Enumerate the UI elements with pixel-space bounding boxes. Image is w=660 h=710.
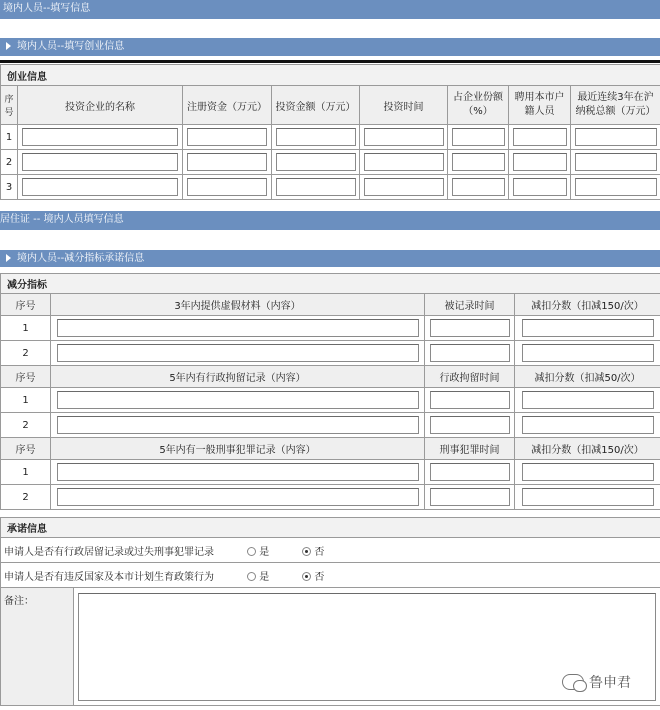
table-row [1,341,660,366]
amount-input[interactable] [276,153,356,171]
hire-input[interactable] [513,153,567,171]
row-number: 1 [1,388,51,413]
watermark [562,672,631,692]
option-no-label: 否 [314,546,325,558]
business-section-title: 创业信息 [1,65,660,86]
amount-input[interactable] [276,128,356,146]
top-bar-title: 境内人员--填写信息 [3,3,91,14]
col-header-capital: 注册资金（万元） [183,86,272,125]
section-bar-business-title: 境内人员--填写创业信息 [17,41,125,52]
option-no-label: 否 [314,571,325,583]
deduction-table [0,273,660,510]
score-input[interactable] [522,391,654,409]
col-header-content: 3年内提供虚假材料（内容） [51,294,425,316]
radio-icon[interactable] [247,572,256,581]
radio-icon[interactable] [247,547,256,556]
row-number: 2 [1,341,51,366]
company-name-input[interactable] [22,153,178,171]
time-input[interactable] [364,128,444,146]
table-row [1,316,660,341]
col-header-no: 序号 [1,86,18,125]
crime-content-input[interactable] [57,488,419,506]
share-input[interactable] [452,128,505,146]
company-name-input[interactable] [22,128,178,146]
table-row [1,388,660,413]
score-input[interactable] [522,463,654,481]
false-material-content-input[interactable] [57,319,419,337]
table-row [1,485,660,510]
section-bar-business [0,38,660,56]
col-header-time: 刑事犯罪时间 [425,438,515,460]
triangle-right-icon [6,42,11,50]
col-header-score: 减扣分数（扣减150/次） [515,438,660,460]
option-yes-label: 是 [259,571,270,583]
option-yes-label: 是 [259,546,270,558]
col-header-tax: 最近连续3年在沪纳税总额（万元） [571,86,660,125]
col-header-time: 投资时间 [360,86,448,125]
company-name-input[interactable] [22,178,178,196]
row-number: 2 [1,485,51,510]
table-row [1,150,660,175]
col-header-no: 序号 [1,438,51,460]
col-header-content: 5年内有一般刑事犯罪记录（内容） [51,438,425,460]
false-material-content-input[interactable] [57,344,419,362]
tax-input[interactable] [575,178,657,196]
remark-label: 备注： [1,588,74,706]
col-header-content: 5年内有行政拘留记录（内容） [51,366,425,388]
row-number: 1 [1,125,18,150]
table-row [1,460,660,485]
option-no-1[interactable] [302,543,324,558]
col-header-company: 投资企业的名称 [18,86,183,125]
tax-input[interactable] [575,128,657,146]
divider [0,60,660,63]
commit-question-1: 申请人是否有行政居留记录或过失刑事犯罪记录 [4,546,214,558]
radio-checked-icon[interactable] [302,547,311,556]
section-bar-deduction [0,250,660,267]
option-yes-2[interactable] [247,568,269,583]
capital-input[interactable] [187,128,267,146]
crime-time-input[interactable] [430,463,510,481]
option-yes-1[interactable] [247,543,269,558]
score-input[interactable] [522,319,654,337]
residence-bar-title: 居住证 -- 境内人员填写信息 [0,214,124,225]
col-header-hire: 聘用本市户籍人员 [509,86,571,125]
score-input[interactable] [522,488,654,506]
col-header-score: 减扣分数（扣减50/次） [515,366,660,388]
triangle-right-icon [6,254,11,262]
col-header-no: 序号 [1,294,51,316]
row-number: 3 [1,175,18,200]
row-number: 1 [1,460,51,485]
top-bar [0,0,660,19]
record-time-input[interactable] [430,344,510,362]
commit-question-2: 申请人是否有违反国家及本市计划生育政策行为 [4,571,214,583]
score-input[interactable] [522,416,654,434]
wechat-icon [562,674,584,690]
crime-time-input[interactable] [430,488,510,506]
col-header-share: 占企业份额（%） [448,86,509,125]
deduction-section-title: 减分指标 [1,274,660,294]
capital-input[interactable] [187,178,267,196]
share-input[interactable] [452,178,505,196]
score-input[interactable] [522,344,654,362]
business-table [0,64,660,200]
capital-input[interactable] [187,153,267,171]
table-row [1,125,660,150]
col-header-time: 行政拘留时间 [425,366,515,388]
watermark-text: 鲁申君 [589,675,631,691]
hire-input[interactable] [513,128,567,146]
col-header-amount: 投资金额（万元） [272,86,360,125]
col-header-no: 序号 [1,366,51,388]
row-number: 2 [1,150,18,175]
radio-checked-icon[interactable] [302,572,311,581]
detention-time-input[interactable] [430,391,510,409]
residence-bar [0,211,660,230]
col-header-score: 减扣分数（扣减150/次） [515,294,660,316]
share-input[interactable] [452,153,505,171]
record-time-input[interactable] [430,319,510,337]
detention-time-input[interactable] [430,416,510,434]
row-number: 2 [1,413,51,438]
commit-table [0,517,660,706]
option-no-2[interactable] [302,568,324,583]
row-number: 1 [1,316,51,341]
commit-section-title: 承诺信息 [1,518,660,538]
tax-input[interactable] [575,153,657,171]
hire-input[interactable] [513,178,567,196]
col-header-time: 被记录时间 [425,294,515,316]
detention-content-input[interactable] [57,416,419,434]
table-row [1,175,660,200]
time-input[interactable] [364,178,444,196]
amount-input[interactable] [276,178,356,196]
time-input[interactable] [364,153,444,171]
detention-content-input[interactable] [57,391,419,409]
crime-content-input[interactable] [57,463,419,481]
section-bar-deduction-title: 境内人员--减分指标承诺信息 [17,253,145,264]
table-row [1,413,660,438]
